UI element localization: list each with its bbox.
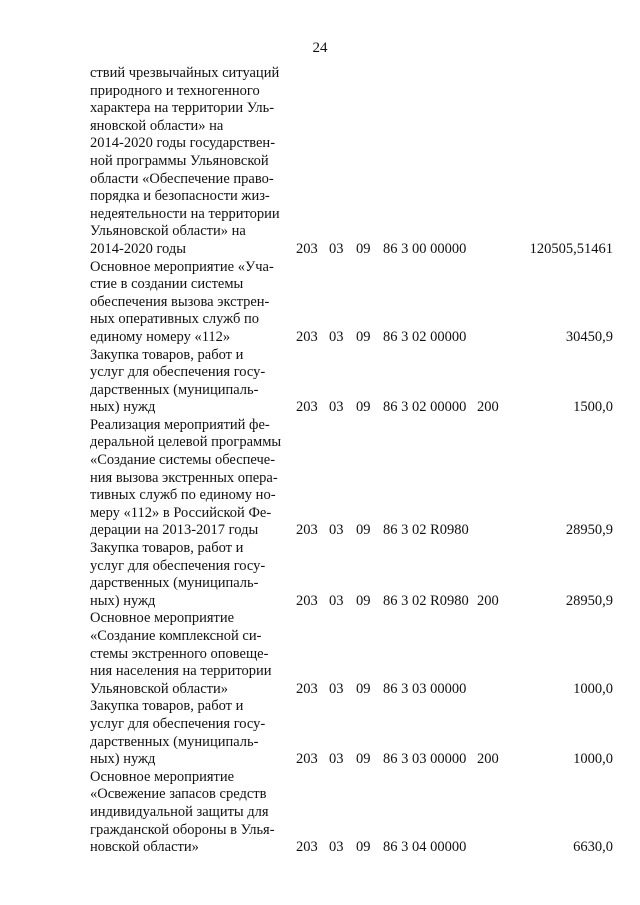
- code-cs: 86 3 02 00000: [383, 328, 467, 345]
- row-name: [90, 259, 286, 347]
- row-name: [90, 65, 286, 259]
- name-line: обеспечения вызова экстрен-: [90, 293, 270, 310]
- name-line: Ульяновской области»: [90, 680, 229, 697]
- name-line: индивидуальной защиты для: [90, 803, 269, 820]
- code-pr: 09: [356, 240, 371, 257]
- name-line: ной программы Ульяновской: [90, 152, 269, 169]
- code-vr: 200: [477, 592, 499, 609]
- row-amount: 6630,0: [573, 839, 613, 856]
- row-codes: [296, 593, 507, 611]
- name-line: меру «112» в Российской Фе-: [90, 504, 272, 521]
- row-amount: 120505,51461: [529, 240, 613, 257]
- name-line: единому номеру «112»: [90, 328, 231, 345]
- row-name: [90, 540, 286, 610]
- name-line: стемы экстренного оповеще-: [90, 645, 269, 662]
- code-gr: 203: [296, 839, 318, 856]
- name-line: Закупка товаров, работ и: [90, 540, 244, 557]
- code-pr: 09: [356, 839, 371, 856]
- row-codes: [296, 241, 507, 259]
- row-codes: [296, 399, 507, 417]
- code-gr: 203: [296, 240, 318, 257]
- name-line: «Создание системы обеспече-: [90, 452, 276, 469]
- code-gr: 203: [296, 522, 318, 539]
- name-line: 2014-2020 годы государствен-: [90, 135, 276, 152]
- code-rz: 03: [329, 522, 344, 539]
- name-line: Реализация мероприятий фе-: [90, 416, 270, 433]
- name-line: стие в создании системы: [90, 276, 244, 293]
- table-row: [0, 259, 640, 347]
- name-line: дарственных (муниципаль-: [90, 575, 259, 592]
- name-line: деральной целевой программы: [90, 434, 282, 451]
- table-row: [0, 698, 640, 768]
- code-pr: 09: [356, 328, 371, 345]
- row-codes: [296, 329, 507, 347]
- code-gr: 203: [296, 328, 318, 345]
- code-cs: 86 3 00 00000: [383, 240, 467, 257]
- row-amount: 1500,0: [573, 399, 613, 416]
- row-amount: 28950,9: [565, 522, 613, 539]
- code-rz: 03: [329, 328, 344, 345]
- name-line: Основное мероприятие «Уча-: [90, 258, 274, 275]
- name-line: новской области»: [90, 839, 199, 856]
- code-gr: 203: [296, 751, 318, 768]
- name-line: ных) нужд: [90, 399, 156, 416]
- page-number: 24: [312, 40, 328, 56]
- code-rz: 03: [329, 592, 344, 609]
- code-pr: 09: [356, 399, 371, 416]
- row-codes: [296, 681, 507, 699]
- name-line: яновской области» на: [90, 117, 224, 134]
- row-name: [90, 417, 286, 540]
- row-name: [90, 610, 286, 698]
- code-cs: 86 3 03 00000: [383, 680, 467, 697]
- row-amount: 30450,9: [565, 328, 613, 345]
- budget-table: [0, 65, 640, 857]
- name-line: порядка и безопасности жиз-: [90, 188, 270, 205]
- name-line: области «Обеспечение право-: [90, 170, 274, 187]
- row-name: [90, 698, 286, 768]
- name-line: ствий чрезвычайных ситуаций: [90, 65, 280, 81]
- name-line: дерации на 2013-2017 годы: [90, 522, 259, 539]
- code-rz: 03: [329, 680, 344, 697]
- name-line: «Создание комплексной си-: [90, 628, 262, 644]
- name-line: услуг для обеспечения госу-: [90, 557, 266, 574]
- name-line: Основное мероприятие: [90, 610, 235, 627]
- code-pr: 09: [356, 751, 371, 768]
- table-row: [0, 417, 640, 540]
- code-cs: 86 3 02 00000: [383, 399, 467, 416]
- name-line: 2014-2020 годы: [90, 240, 186, 257]
- name-line: услуг для обеспечения госу-: [90, 715, 266, 732]
- name-line: природного и техногенного: [90, 82, 260, 99]
- name-line: Закупка товаров, работ и: [90, 346, 244, 363]
- code-vr: 200: [477, 751, 499, 768]
- table-row: [0, 65, 640, 259]
- table-row: [0, 347, 640, 417]
- code-rz: 03: [329, 839, 344, 856]
- name-line: дарственных (муниципаль-: [90, 733, 259, 750]
- code-cs: 86 3 02 R0980: [383, 592, 469, 609]
- name-line: гражданской обороны в Улья-: [90, 821, 275, 838]
- row-codes: [296, 522, 507, 540]
- table-row: [0, 769, 640, 857]
- code-gr: 203: [296, 680, 318, 697]
- row-name: [90, 769, 286, 857]
- row-amount: 1000,0: [573, 751, 613, 768]
- code-gr: 203: [296, 399, 318, 416]
- row-name: [90, 347, 286, 417]
- code-vr: 200: [477, 399, 499, 416]
- code-pr: 09: [356, 522, 371, 539]
- name-line: недеятельности на территории: [90, 205, 280, 222]
- row-codes: [296, 839, 507, 857]
- name-line: ных) нужд: [90, 751, 156, 768]
- code-rz: 03: [329, 240, 344, 257]
- code-rz: 03: [329, 399, 344, 416]
- code-gr: 203: [296, 592, 318, 609]
- name-line: «Освежение запасов средств: [90, 786, 267, 803]
- name-line: Ульяновской области» на: [90, 223, 246, 240]
- name-line: ния вызова экстренных опера-: [90, 469, 278, 486]
- code-pr: 09: [356, 592, 371, 609]
- name-line: ных оперативных служб по: [90, 311, 260, 328]
- name-line: ных) нужд: [90, 592, 156, 609]
- code-cs: 86 3 04 00000: [383, 839, 467, 856]
- name-line: Основное мероприятие: [90, 768, 235, 785]
- code-rz: 03: [329, 751, 344, 768]
- name-line: дарственных (муниципаль-: [90, 381, 259, 398]
- code-cs: 86 3 03 00000: [383, 751, 467, 768]
- name-line: Закупка товаров, работ и: [90, 698, 244, 715]
- row-amount: 1000,0: [573, 680, 613, 697]
- code-cs: 86 3 02 R0980: [383, 522, 469, 539]
- row-codes: [296, 751, 507, 769]
- name-line: услуг для обеспечения госу-: [90, 364, 266, 381]
- name-line: тивных служб по единому но-: [90, 487, 276, 504]
- row-amount: 28950,9: [565, 592, 613, 609]
- table-row: [0, 540, 640, 610]
- table-row: [0, 610, 640, 698]
- name-line: ния населения на территории: [90, 663, 272, 680]
- code-pr: 09: [356, 680, 371, 697]
- name-line: характера на территории Уль-: [90, 100, 275, 117]
